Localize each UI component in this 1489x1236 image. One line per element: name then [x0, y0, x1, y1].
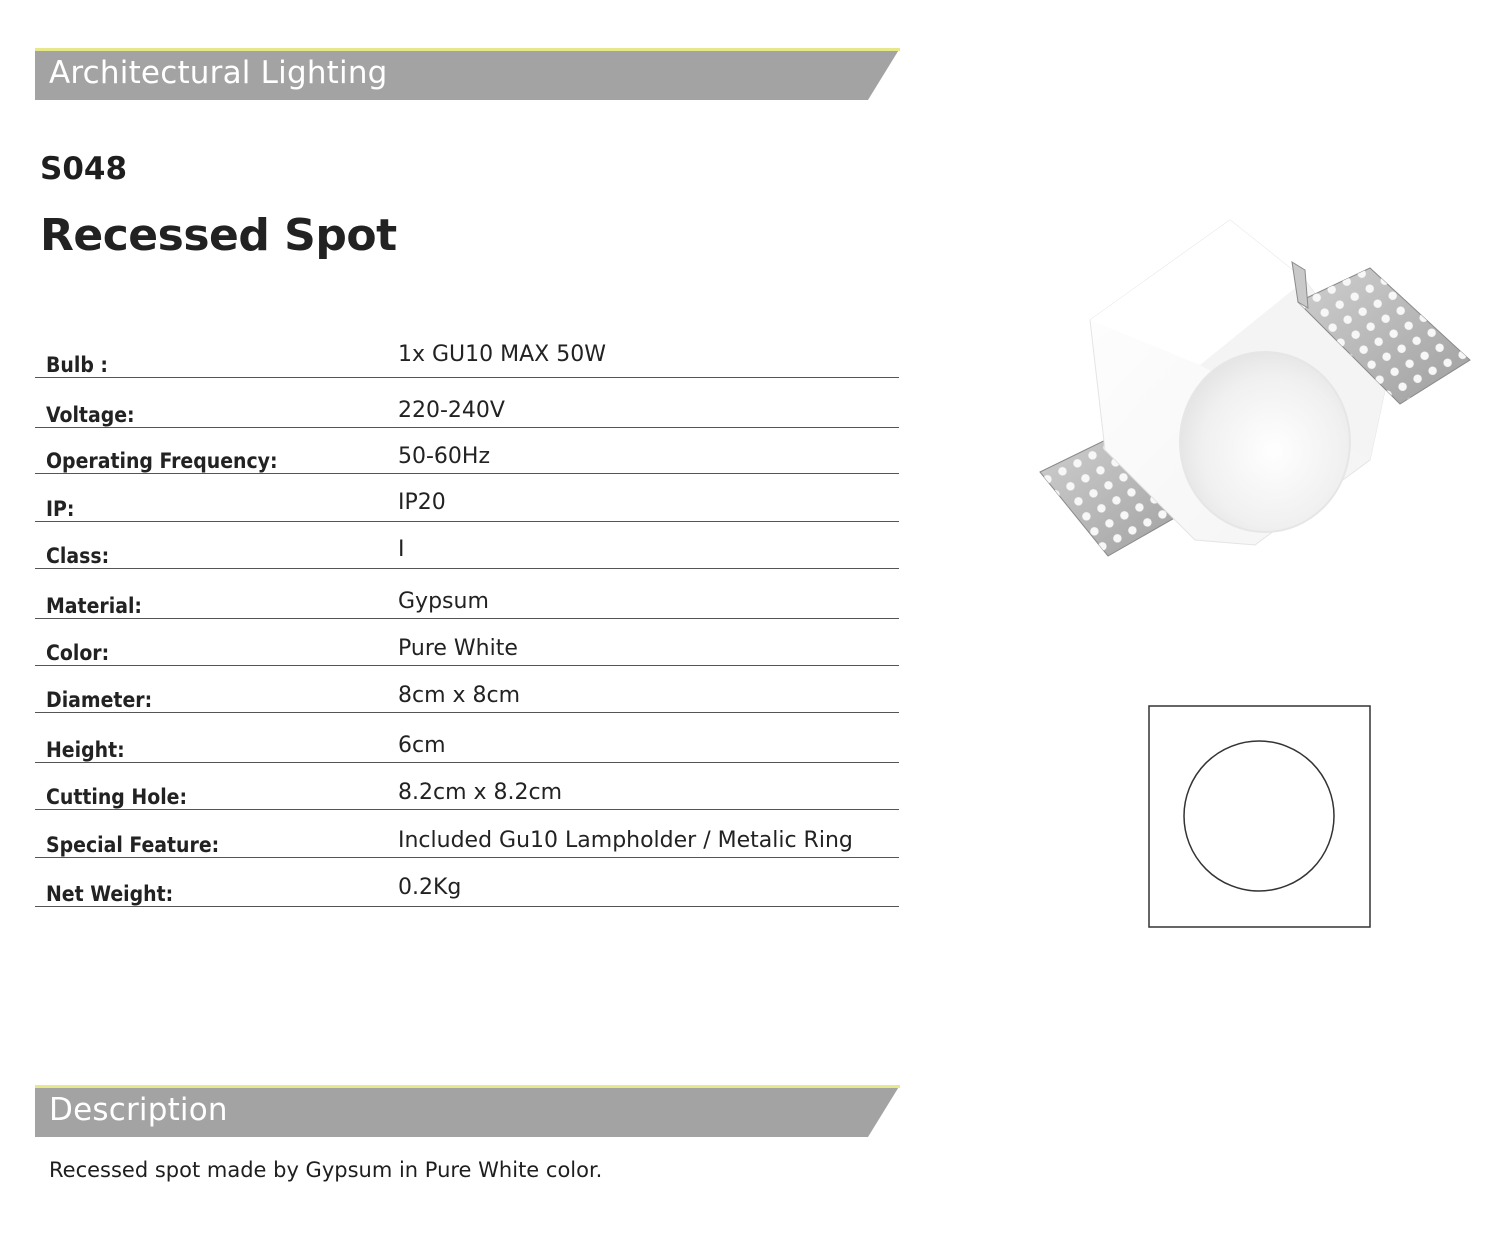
spec-row-special-feature	[35, 810, 899, 858]
spec-row-cutting-hole	[35, 763, 899, 810]
banner-accent-line	[35, 48, 900, 51]
section-banner-architectural-lighting	[35, 48, 900, 100]
spec-value: 1x GU10 MAX 50W	[398, 342, 606, 367]
section-banner-description	[35, 1085, 900, 1137]
spec-value: 6cm	[398, 733, 446, 758]
spec-label: Class:	[46, 544, 110, 568]
spec-label: Voltage:	[46, 403, 135, 427]
spec-row-ip	[35, 474, 899, 522]
spec-row-bulb	[35, 330, 899, 378]
spec-label: Net Weight:	[46, 882, 174, 906]
product-code: S048	[40, 151, 128, 187]
spec-label: Height:	[46, 738, 125, 762]
spec-table	[35, 330, 899, 907]
technical-drawing	[1145, 702, 1375, 932]
spec-value: 0.2Kg	[398, 875, 462, 900]
spec-row-height	[35, 713, 899, 763]
spec-label: Material:	[46, 594, 142, 618]
spec-label: Operating Frequency:	[46, 449, 278, 473]
spec-value: Included Gu10 Lampholder / Metalic Ring	[398, 828, 853, 853]
spec-label: Diameter:	[46, 688, 153, 712]
description-text: Recessed spot made by Gypsum in Pure White color.	[49, 1158, 603, 1182]
outline-square	[1149, 706, 1370, 927]
spec-row-diameter	[35, 666, 899, 713]
spec-value: I	[398, 537, 405, 562]
spec-value: IP20	[398, 490, 446, 515]
banner-title: Architectural Lighting	[49, 55, 388, 91]
spec-value: 220-240V	[398, 398, 505, 423]
spec-row-color	[35, 619, 899, 666]
spec-label: Bulb :	[46, 353, 108, 377]
spec-label: Color:	[46, 641, 110, 665]
spec-label: IP:	[46, 497, 75, 521]
spec-row-net-weight	[35, 858, 899, 907]
banner-accent-line	[35, 1085, 900, 1088]
product-photo	[1030, 210, 1480, 570]
spec-value: Gypsum	[398, 589, 489, 614]
spec-row-frequency	[35, 428, 899, 474]
spec-row-material	[35, 569, 899, 619]
spec-value: 8cm x 8cm	[398, 683, 521, 708]
spec-label: Cutting Hole:	[46, 785, 188, 809]
spec-value: 8.2cm x 8.2cm	[398, 780, 563, 805]
spec-row-voltage	[35, 378, 899, 428]
spec-value: Pure White	[398, 636, 518, 661]
spec-row-class	[35, 522, 899, 569]
product-name: Recessed Spot	[40, 210, 397, 261]
spec-value: 50-60Hz	[398, 444, 491, 469]
spec-label: Special Feature:	[46, 833, 220, 857]
description-heading: Description	[49, 1092, 228, 1128]
